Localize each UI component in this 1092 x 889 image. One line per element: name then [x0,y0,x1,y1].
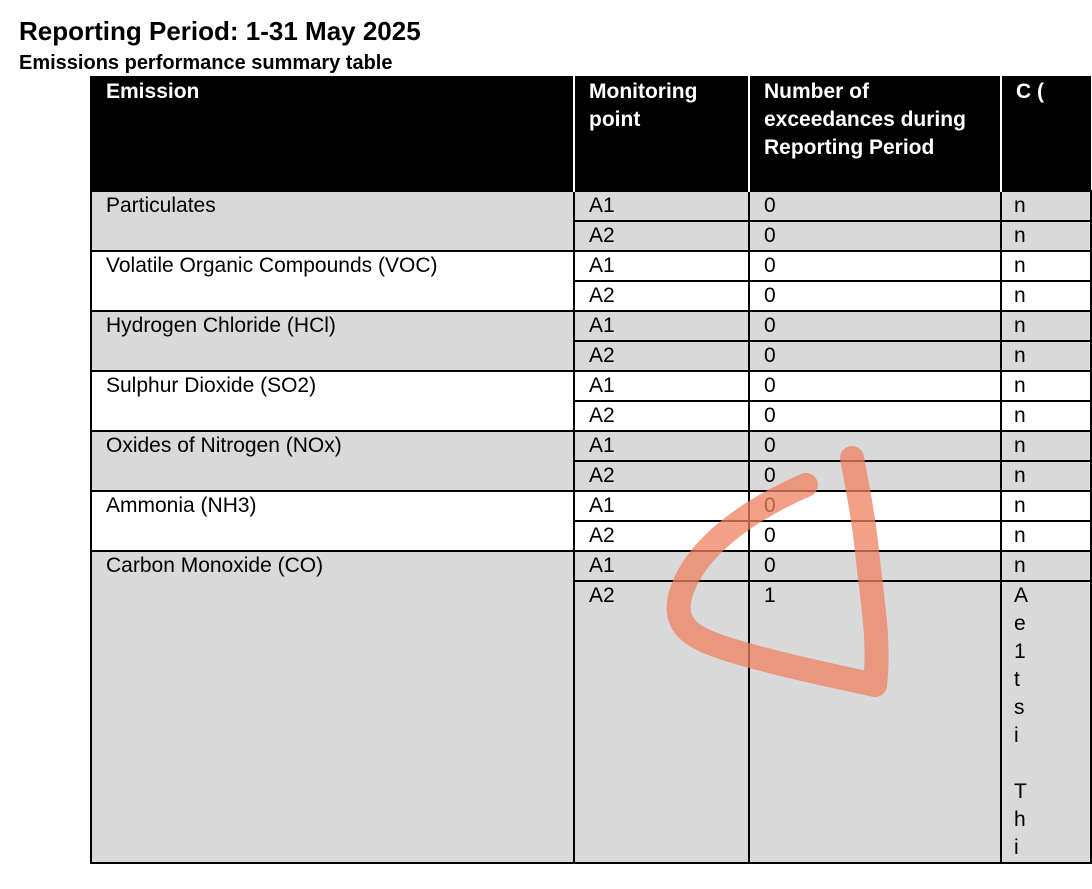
comment-cell: n [1001,251,1091,281]
monitoring-point: A1 [574,251,749,281]
table-row [91,431,1091,461]
exceedance-count: 0 [749,521,1001,551]
table-row [91,371,1091,401]
monitoring-point: A1 [574,311,749,341]
comment-line: 1 [1014,640,1026,663]
comment-cell: n [1001,461,1091,491]
page-title: Reporting Period: 1-31 May 2025 [19,16,421,46]
table-row [91,491,1091,521]
comment-cell: n [1001,341,1091,371]
emission-name: Sulphur Dioxide (SO2) [91,371,574,431]
emission-name: Ammonia (NH3) [91,491,574,551]
comment-line: t [1014,668,1020,691]
comment-cell: n [1001,191,1091,221]
comment-cell: n [1001,311,1091,341]
comment-line: h [1014,808,1026,831]
comment-line: i [1014,724,1019,747]
exceedance-count: 0 [749,401,1001,431]
monitoring-point: A2 [574,581,749,863]
header-emission: Emission [91,76,574,191]
table-row [91,191,1091,221]
monitoring-point: A1 [574,371,749,401]
table-row [91,551,1091,581]
comment-line: e [1014,612,1026,635]
monitoring-point: A1 [574,191,749,221]
comment-cell: n [1001,521,1091,551]
emission-name: Hydrogen Chloride (HCl) [91,311,574,371]
table-caption: Emissions performance summary table [19,52,393,74]
emission-name: Oxides of Nitrogen (NOx) [91,431,574,491]
emission-name: Volatile Organic Compounds (VOC) [91,251,574,311]
exceedance-count: 0 [749,491,1001,521]
exceedance-count: 0 [749,341,1001,371]
monitoring-point: A1 [574,431,749,461]
emissions-summary-table [90,76,1092,864]
comment-line: A [1014,584,1029,607]
emission-name: Carbon Monoxide (CO) [91,551,574,863]
comment-cell [1001,581,1091,863]
exceedance-count: 0 [749,191,1001,221]
exceedance-count: 0 [749,281,1001,311]
comment-cell: n [1001,401,1091,431]
table-row [91,311,1091,341]
exceedance-count: 0 [749,311,1001,341]
monitoring-point: A1 [574,491,749,521]
emission-name: Particulates [91,191,574,251]
monitoring-point: A1 [574,551,749,581]
comment-line [1014,750,1076,778]
comment-cell: n [1001,221,1091,251]
comment-cell: n [1001,431,1091,461]
emissions-table-container [90,76,1044,861]
monitoring-point: A2 [574,281,749,311]
comment-line: s [1014,696,1025,719]
exceedance-count: 1 [749,581,1001,863]
table-header-row [91,76,1091,191]
exceedance-count: 0 [749,221,1001,251]
header-comments: C ( [1001,76,1091,191]
monitoring-point: A2 [574,401,749,431]
comment-line: i [1014,836,1019,859]
comment-cell: n [1001,551,1091,581]
header-exceedances: Number of exceedances during Reporting Period [749,76,1001,191]
comment-cell: n [1001,281,1091,311]
exceedance-count: 0 [749,461,1001,491]
monitoring-point: A2 [574,341,749,371]
header-monitoring-point: Monitoring point [574,76,749,191]
monitoring-point: A2 [574,521,749,551]
exceedance-count: 0 [749,431,1001,461]
monitoring-point: A2 [574,461,749,491]
exceedance-count: 0 [749,551,1001,581]
monitoring-point: A2 [574,221,749,251]
comment-line: T [1014,780,1027,803]
table-row [91,251,1091,281]
exceedance-count: 0 [749,251,1001,281]
comment-cell: n [1001,371,1091,401]
exceedance-count: 0 [749,371,1001,401]
comment-cell: n [1001,491,1091,521]
